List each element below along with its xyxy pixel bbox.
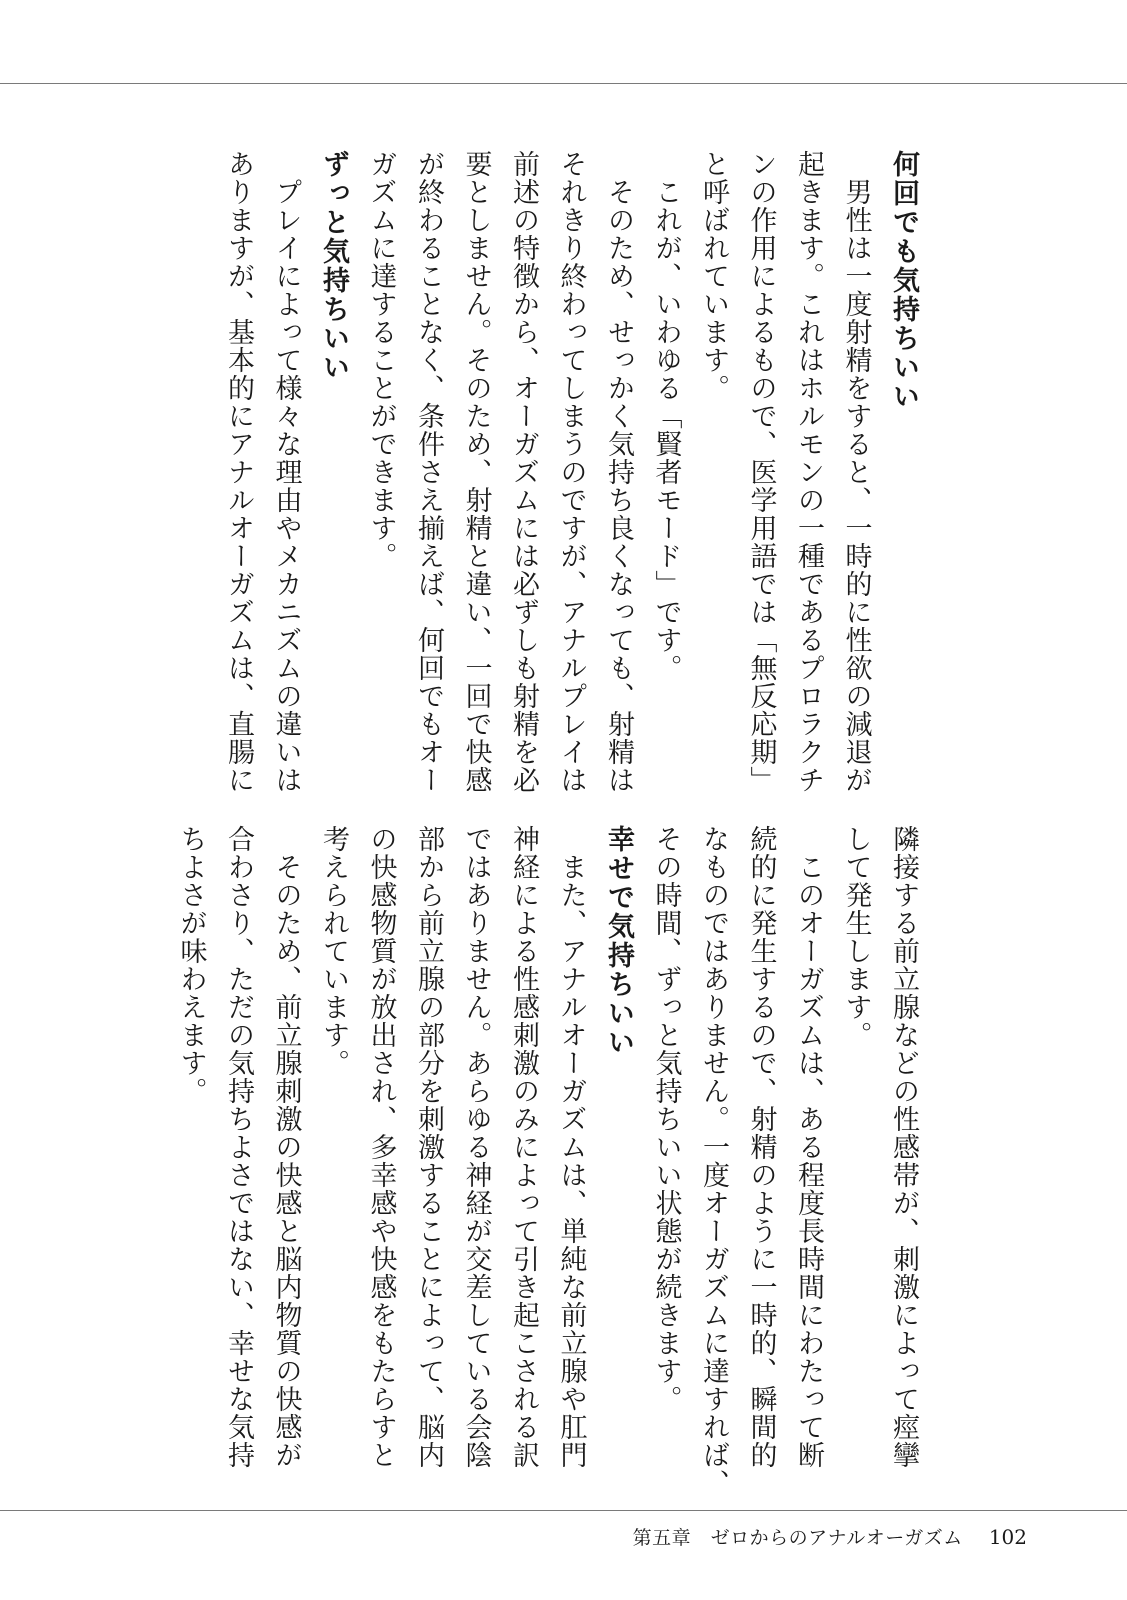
text-line: そのため、せっかく気持ち良くなっても、射精は <box>603 150 634 794</box>
chapter-title: 第五章 ゼロからのアナルオーガズム <box>632 1527 963 1549</box>
text-line: 起きます。これはホルモンの一種であるプロラクチ <box>793 150 824 794</box>
text-line: プレイによって様々な理由やメカニズムの違いは <box>270 150 302 794</box>
text-line: それきり終わってしまうのですが、アナルプレイは <box>555 150 587 794</box>
section-heading: 幸せで気持ちいい <box>603 825 634 1057</box>
page-number: 102 <box>988 1525 1027 1549</box>
text-line: 考えられています。 <box>318 825 349 1077</box>
text-line: 要としません。そのため、射精と違い、一回で快感 <box>460 150 492 794</box>
text-line: ではありません。あらゆる神経が交差している会陰 <box>460 825 492 1469</box>
text-line: そのため、前立腺刺激の快感と脳内物質の快感が <box>270 825 302 1469</box>
text-line: して発生します。 <box>840 825 872 1049</box>
text-line: ガズムに達することができます。 <box>365 150 397 570</box>
text-line: その時間、ずっと気持ちいい状態が続きます。 <box>650 825 682 1413</box>
text-line: 合わさり、ただの気持ちよさではない、幸せな気持 <box>223 825 254 1469</box>
running-footer <box>633 1523 1027 1550</box>
text-line: これが、いわゆる「賢者モード」です。 <box>650 150 682 682</box>
text-line: このオーガズムは、ある程度長時間にわたって断 <box>793 825 824 1469</box>
text-line: と呼ばれています。 <box>698 150 729 402</box>
text-line: 部から前立腺の部分を刺激することによって、脳内 <box>413 825 444 1469</box>
text-line: 神経による性感刺激のみによって引き起こされる訳 <box>508 825 539 1469</box>
top-rule <box>0 83 1127 84</box>
text-line: 続的に発生するので、射精のように一時的、瞬間的 <box>745 825 777 1469</box>
section-heading: 何回でも気持ちいい <box>888 150 919 411</box>
text-line: また、アナルオーガズムは、単純な前立腺や肛門 <box>555 825 587 1469</box>
text-line: 男性は一度射精をすると、一時的に性欲の減退が <box>840 150 872 794</box>
text-line: が終わることなく、条件さえ揃えば、何回でもオー <box>413 150 444 794</box>
text-line: 前述の特徴から、オーガズムには必ずしも射精を必 <box>508 150 539 794</box>
text-line: ありますが、基本的にアナルオーガズムは、直腸に <box>223 150 254 794</box>
text-line: ちよさが味わえます。 <box>175 825 207 1105</box>
text-line: なものではありません。一度オーガズムに達すれば、 <box>698 825 729 1497</box>
text-line: の快感物質が放出され、多幸感や快感をもたらすと <box>365 825 397 1469</box>
text-line: 隣接する前立腺などの性感帯が、刺激によって痙攣 <box>888 825 919 1469</box>
section-heading: ずっと気持ちいい <box>318 150 349 382</box>
upper-text-block <box>107 150 927 794</box>
lower-text-block <box>107 825 927 1497</box>
text-line: ンの作用によるもので、医学用語では「無反応期」 <box>745 150 777 794</box>
bottom-rule <box>0 1510 1127 1511</box>
